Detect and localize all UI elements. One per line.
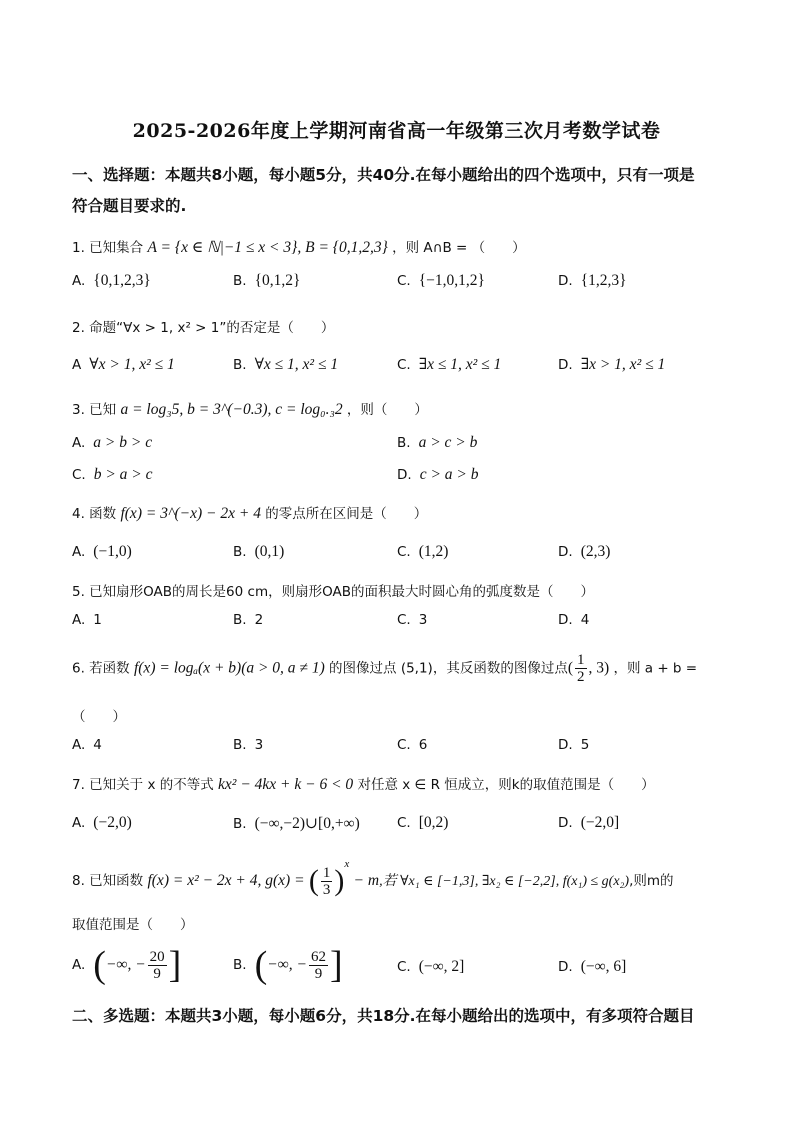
question-3 (72, 398, 428, 419)
q7-option-c: C. [0,2) (397, 814, 449, 831)
q3-option-a: A. a > b > c (72, 434, 153, 451)
section1-heading-line1: 一、选择题：本题共8小题，每小题5分，共40分.在每小题给出的四个选项中，只有一项是 (72, 166, 695, 184)
q8-math2: − m (353, 872, 380, 889)
q8-tail: ,则m的 (629, 873, 674, 889)
q4-option-b: B. (0,1) (233, 543, 285, 560)
q8-paren-open: ( (308, 864, 319, 897)
q4-stem: 4. 函数 (72, 506, 117, 522)
q8-mid: ,若 ∀x₁ ∈ [−1,3], ∃x₂ ∈ [−2,2], f(x₁) ≤ g(x₂) (379, 874, 630, 889)
q6-line2: （ ） (72, 709, 126, 725)
q5-option-c: C. 3 (397, 612, 428, 628)
q3-option-b: B. a > c > b (397, 434, 478, 451)
question-5: 5. 已知扇形OAB的周长是60 cm，则扇形OAB的面积最大时圆心角的弧度数是（ ） (72, 584, 594, 600)
q8-math1: f(x) = x² − 2x + 4, g(x) = (147, 872, 305, 889)
q6-tail: ，则 a + b = (613, 660, 698, 677)
q8-fraction: $\frac{1}{3}$ (322, 864, 331, 898)
question-1 (72, 236, 526, 257)
section1-heading-line2: 符合题目要求的. (72, 197, 187, 215)
q7-option-a: A. (−2,0) (72, 814, 132, 831)
q1-math: A = {x ∈ ℕ|−1 ≤ x < 3}, B = {0,1,2,3} (147, 239, 388, 256)
q6-option-c: C. 6 (397, 737, 428, 753)
q7-option-b: B. (−∞,−2)∪[0,+∞) (233, 815, 360, 832)
q2-option-a: A ∀x > 1, x² ≤ 1 (72, 356, 175, 373)
q1-option-a: A. {0,1,2,3} (72, 272, 151, 289)
q8-stem: 8. 已知函数 (72, 873, 144, 889)
q3-tail: ，则（ ） (346, 402, 428, 418)
q3-option-d: D. c > a > b (397, 466, 479, 483)
q5-option-d: D. 4 (558, 612, 590, 628)
q4-option-a: A. (−1,0) (72, 543, 132, 560)
q6-stem: 6. 若函数 (72, 660, 130, 677)
q8-exponent: x (344, 858, 350, 870)
q8-option-a: A. (−∞, − $\frac{20}{9}$ ] (72, 944, 182, 986)
q6-option-d: D. 5 (558, 737, 590, 753)
section2-heading: 二、多选题：本题共3小题，每小题6分，共18分.在每小题给出的选项中，有多项符合题目 (72, 1007, 695, 1025)
q8-option-c: C. (−∞, 2] (397, 958, 465, 975)
question-2: 2. 命题“∀x > 1, x² > 1”的否定是（ ） (72, 320, 335, 336)
q7-option-d: D. (−2,0] (558, 814, 620, 831)
q6-math: f(x) = logₐ(x + b)(a > 0, a ≠ 1) (133, 659, 325, 677)
q2-option-b: B. ∀x ≤ 1, x² ≤ 1 (233, 356, 339, 373)
q1-option-b: B. {0,1,2} (233, 272, 301, 289)
q3-stem: 3. 已知 (72, 402, 117, 418)
q8-line2: 取值范围是（ ） (72, 917, 194, 933)
q6-fraction: $\frac{1}{2}$ (577, 652, 585, 685)
question-4 (72, 502, 427, 523)
q2-option-c: C. ∃x ≤ 1, x² ≤ 1 (397, 356, 502, 373)
q5-option-b: B. 2 (233, 612, 264, 628)
q6-point-close: , 3) (588, 659, 610, 677)
q6-point-open: ( (567, 659, 573, 677)
q8-paren-close: ) (334, 864, 345, 897)
q4-tail: 的零点所在区间是（ ） (265, 506, 428, 522)
q4-option-c: C. (1,2) (397, 543, 449, 560)
q7-tail: 对任意 x ∈ R 恒成立，则k的取值范围是（ ） (357, 777, 655, 793)
q6-option-a: A. 4 (72, 737, 102, 753)
q8-option-b: B. (−∞, − $\frac{62}{9}$ ] (233, 944, 343, 986)
q7-stem: 7. 已知关于 x 的不等式 (72, 777, 214, 793)
q6-option-b: B. 3 (233, 737, 264, 753)
q8-option-d: D. (−∞, 6] (558, 958, 627, 975)
q5-option-a: A. 1 (72, 612, 102, 628)
q4-math: f(x) = 3^(−x) − 2x + 4 (120, 505, 261, 522)
question-6 (72, 652, 697, 685)
q1-option-c: C. {−1,0,1,2} (397, 272, 485, 289)
q3-option-c: C. b > a > c (72, 466, 153, 483)
page-title: 2025-2026年度上学期河南省高一年级第三次月考数学试卷 (132, 120, 661, 142)
q1-tail: ，则 A∩B = （ ） (392, 240, 526, 256)
q7-math: kx² − 4kx + k − 6 < 0 (218, 776, 354, 793)
q3-math: a = log₃5, b = 3^(−0.3), c = log₀.₃2 (120, 401, 343, 418)
q2-option-d: D. ∃x > 1, x² ≤ 1 (558, 356, 666, 373)
question-7 (72, 773, 655, 794)
q4-option-d: D. (2,3) (558, 543, 611, 560)
question-8 (72, 858, 674, 898)
q6-mid: 的图像过点 (5,1)，其反函数的图像过点 (329, 660, 568, 677)
q1-stem: 1. 已知集合 (72, 240, 144, 256)
q1-option-d: D. {1,2,3} (558, 272, 627, 289)
